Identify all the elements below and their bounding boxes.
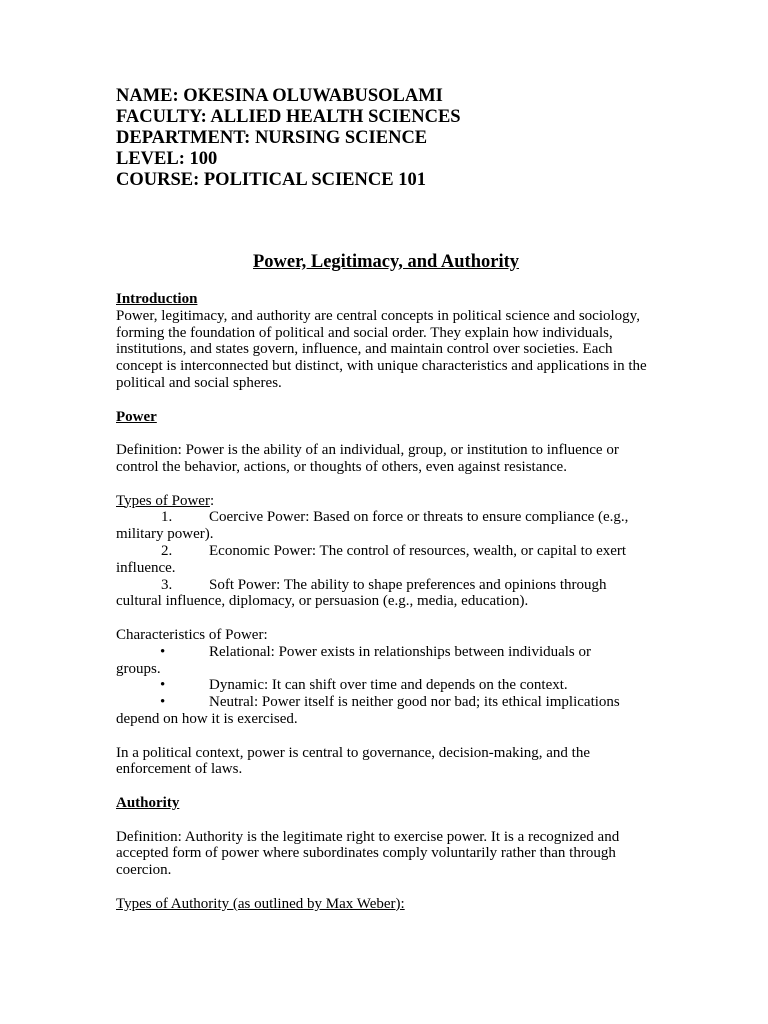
types-of-authority-label: Types of Authority (as outlined by Max Weber): [116,895,405,912]
level-line: LEVEL: 100 [116,149,218,169]
list-item: 1. Coercive Power: Based on force or threats to ensure compliance (e.g., military power). [116,509,629,543]
power-definition: Definition: Power is the ability of an individual, group, or institution to influence or control the behavior, actions, or thoughts of others, even against resistance. [116,442,619,475]
characteristics-list [116,644,656,728]
department-line: DEPARTMENT: NURSING SCIENCE [116,128,428,148]
course-line: COURSE: POLITICAL SCIENCE 101 [116,170,426,190]
student-info-header [116,86,656,191]
list-item: • Neutral: Power itself is neither good nor bad; its ethical implications depend on how it is exercised. [116,694,620,727]
power-heading: Power [116,408,157,425]
document-title: Power, Legitimacy, and Authority [252,252,520,272]
types-of-power-list [116,509,656,610]
list-item: • Dynamic: It can shift over time and depends on the context. [160,677,568,694]
characteristics-of-power-label: Characteristics of Power: [116,626,268,643]
authority-heading: Authority [116,794,180,811]
authority-definition: Definition: Authority is the legitimate right to exercise power. It is a recognized and accepted form of power where subordinates comply voluntarily rather than through coercion. [116,828,620,879]
power-context-paragraph: In a political context, power is central to governance, decision-making, and the enforcement of laws. [116,744,591,778]
types-of-power-label: Types of Power: [116,492,215,509]
faculty-line: FACULTY: ALLIED HEALTH SCIENCES [116,107,461,127]
introduction-heading: Introduction [116,291,198,307]
list-item: 3. Soft Power: The ability to shape preferences and opinions through cultural influence, diplomacy, or persuasion (e.g., media, education). [116,576,607,610]
student-name: NAME: OKESINA OLUWABUSOLAMI [116,86,443,106]
list-item: 2. Economic Power: The control of resources, wealth, or capital to exert influence. [116,542,627,576]
document-page [116,86,656,912]
list-item: • Relational: Power exists in relationships between individuals or groups. [116,643,592,677]
introduction-text: Power, legitimacy, and authority are central concepts in political science and sociology, forming the foundation of political and social order. They explain how individuals, institutions, and states govern, influence, and maintain control over societies. Each concept is interconnected but distinct, with unique characteristics and applications in the political and social spheres. [116,307,647,391]
